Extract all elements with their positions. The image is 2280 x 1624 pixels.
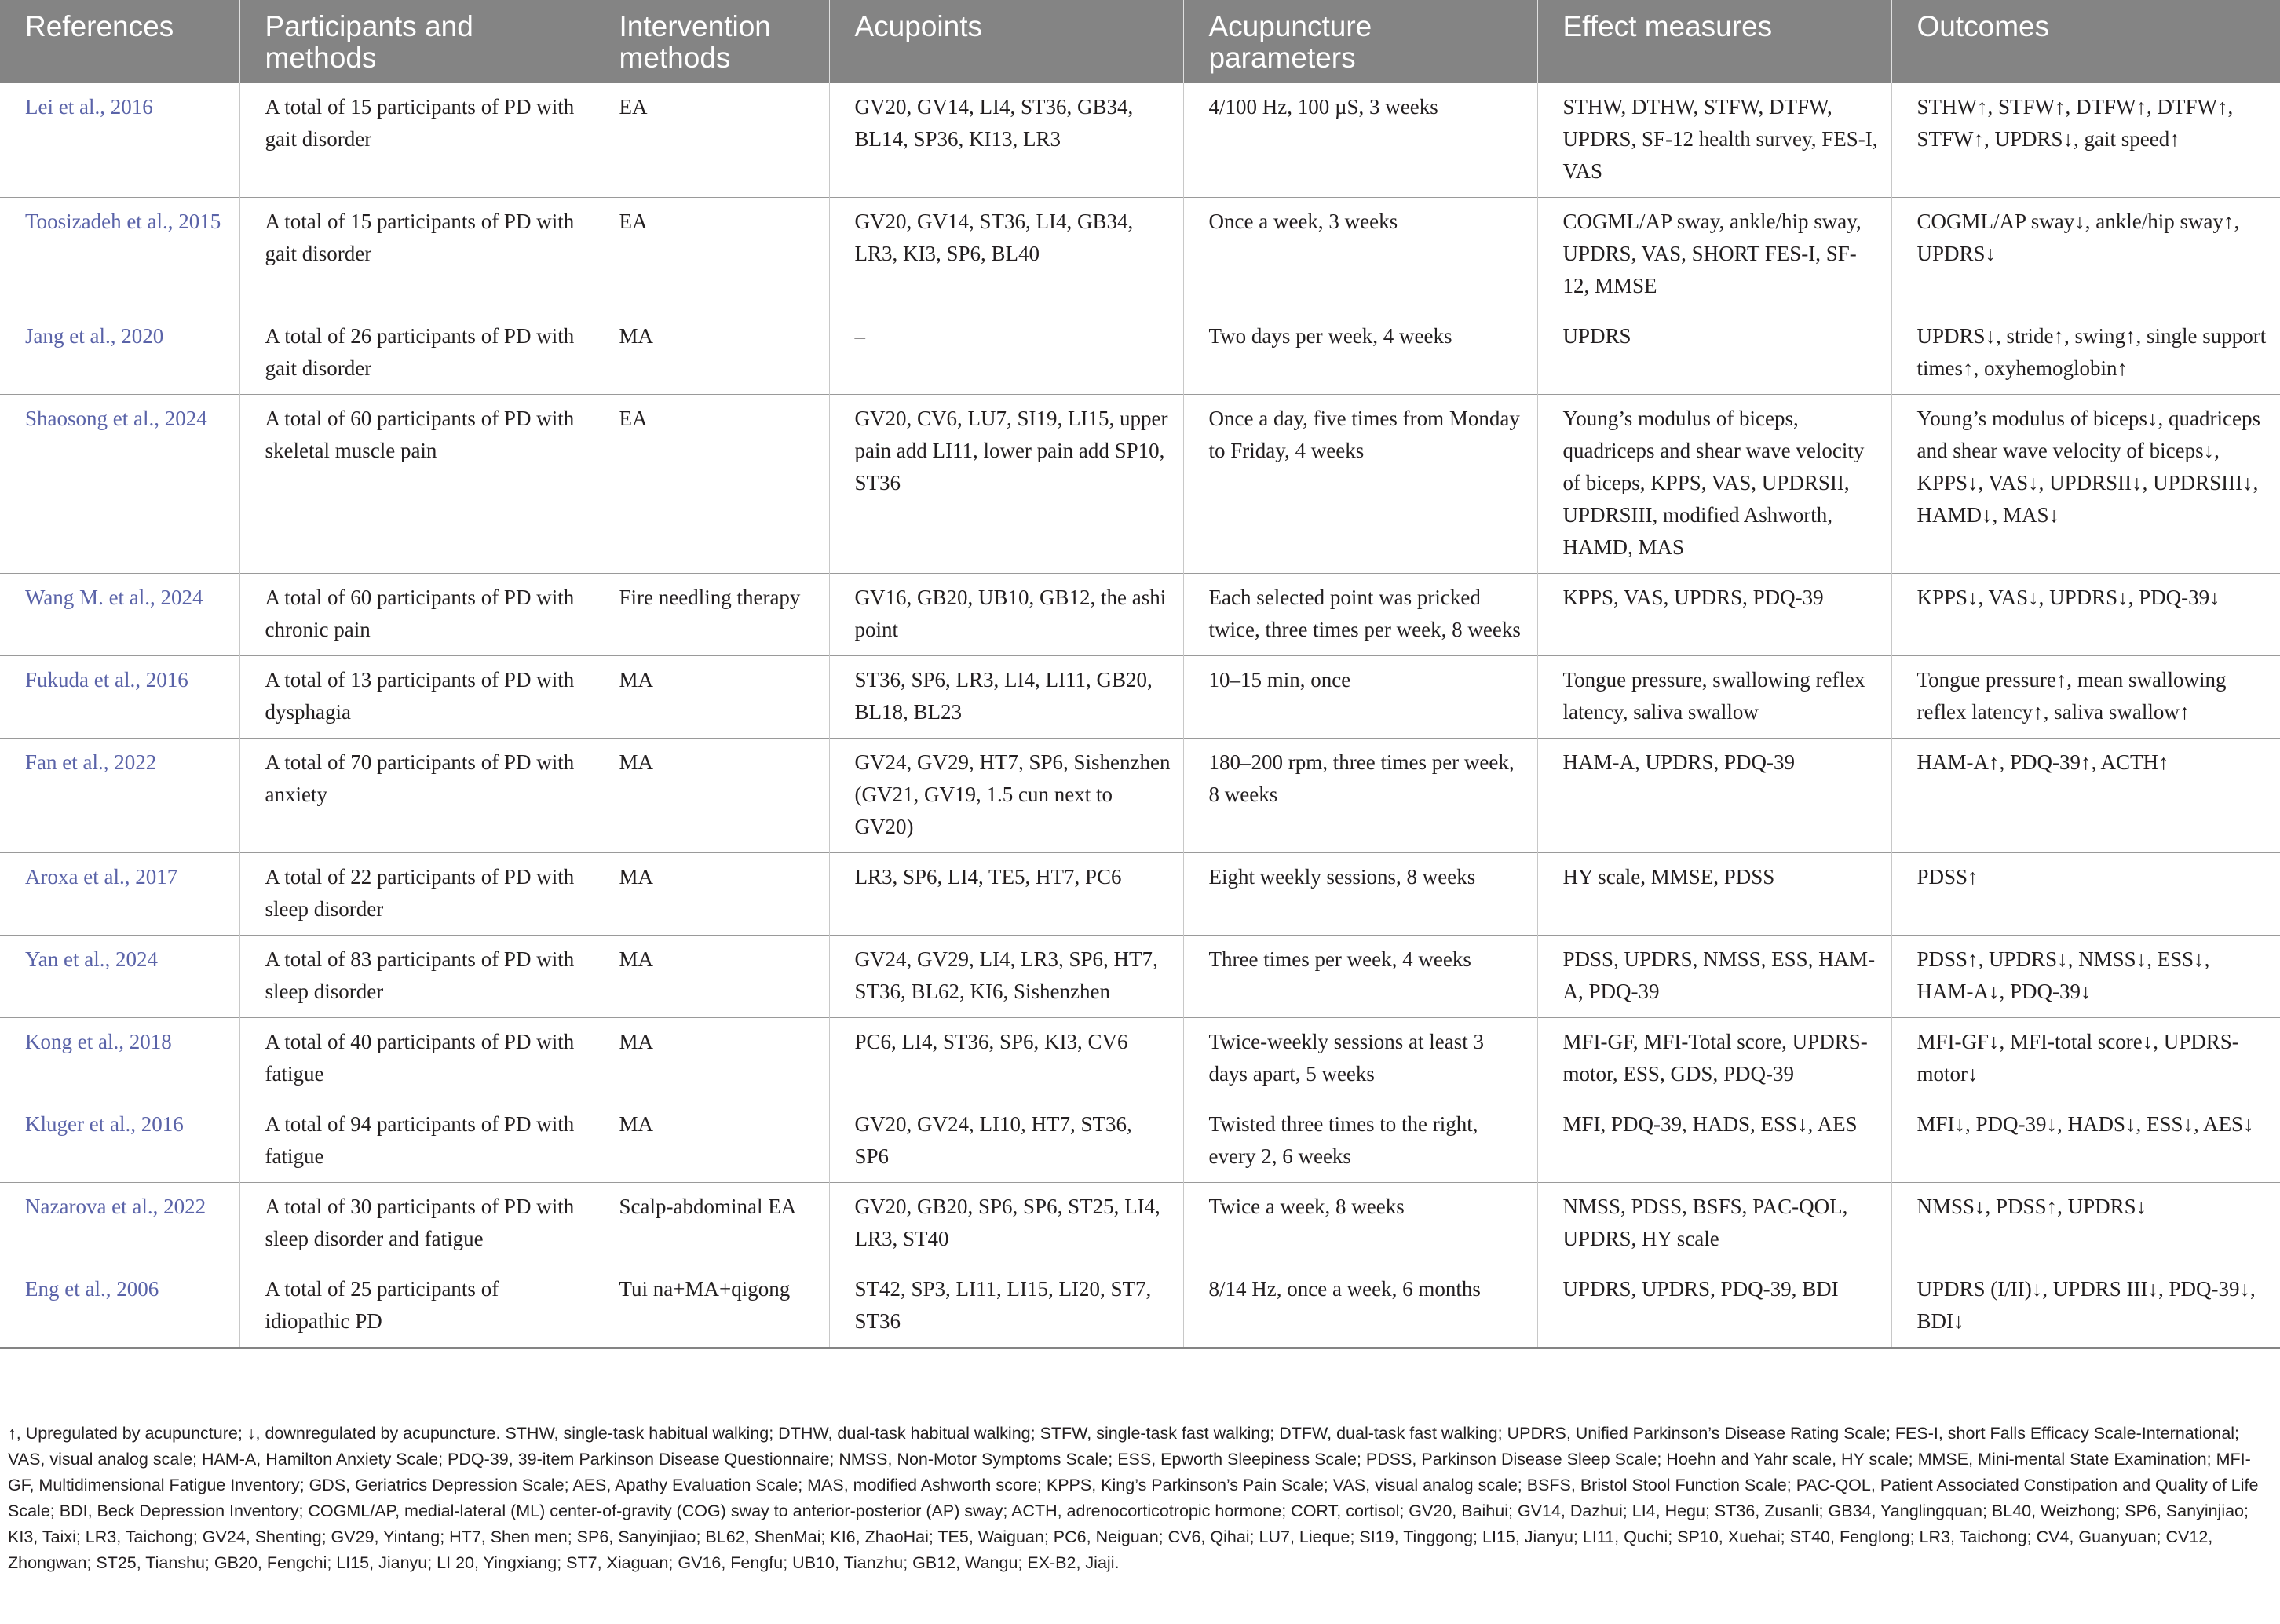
cell-acupoints: GV20, GV14, ST36, LI4, GB34, LR3, KI3, SP6, BL40	[829, 198, 1183, 312]
cell-outcomes: STHW↑, STFW↑, DTFW↑, DTFW↑, STFW↑, UPDRS↓, gait speed↑	[1891, 83, 2280, 198]
reference-link[interactable]: Shaosong et al., 2024	[0, 395, 239, 574]
table-row	[0, 1265, 2280, 1348]
cell-parameters: Once a day, five times from Monday to Friday, 4 weeks	[1183, 395, 1537, 574]
cell-parameters: Three times per week, 4 weeks	[1183, 936, 1537, 1018]
table-row	[0, 853, 2280, 936]
cell-participants: A total of 22 participants of PD with sleep disorder	[239, 853, 594, 936]
cell-measures: Tongue pressure, swallowing reflex latency, saliva swallow	[1537, 656, 1891, 739]
cell-intervention: MA	[594, 739, 829, 853]
table-row	[0, 1183, 2280, 1265]
cell-acupoints: GV20, GV14, LI4, ST36, GB34, BL14, SP36, KI13, LR3	[829, 83, 1183, 198]
cell-outcomes: UPDRS↓, stride↑, swing↑, single support times↑, oxyhemoglobin↑	[1891, 312, 2280, 395]
cell-parameters: Twice-weekly sessions at least 3 days apart, 5 weeks	[1183, 1018, 1537, 1100]
header-intervention: Intervention methods	[594, 0, 829, 83]
cell-outcomes: PDSS↑, UPDRS↓, NMSS↓, ESS↓, HAM-A↓, PDQ-39↓	[1891, 936, 2280, 1018]
cell-measures: MFI-GF, MFI-Total score, UPDRS-motor, ESS, GDS, PDQ-39	[1537, 1018, 1891, 1100]
table-row	[0, 1100, 2280, 1183]
cell-outcomes: MFI↓, PDQ-39↓, HADS↓, ESS↓, AES↓	[1891, 1100, 2280, 1183]
cell-acupoints: GV20, GB20, SP6, SP6, ST25, LI4, LR3, ST40	[829, 1183, 1183, 1265]
cell-parameters: 180–200 rpm, three times per week, 8 weeks	[1183, 739, 1537, 853]
cell-outcomes: UPDRS (I/II)↓, UPDRS III↓, PDQ-39↓, BDI↓	[1891, 1265, 2280, 1348]
header-parameters: Acupuncture parameters	[1183, 0, 1537, 83]
cell-intervention: MA	[594, 1100, 829, 1183]
table-row	[0, 198, 2280, 312]
reference-link[interactable]: Kluger et al., 2016	[0, 1100, 239, 1183]
header-references: References	[0, 0, 239, 83]
cell-intervention: Fire needling therapy	[594, 574, 829, 656]
cell-parameters: Once a week, 3 weeks	[1183, 198, 1537, 312]
cell-acupoints: PC6, LI4, ST36, SP6, KI3, CV6	[829, 1018, 1183, 1100]
cell-intervention: MA	[594, 1018, 829, 1100]
cell-measures: KPPS, VAS, UPDRS, PDQ-39	[1537, 574, 1891, 656]
cell-parameters: Each selected point was pricked twice, three times per week, 8 weeks	[1183, 574, 1537, 656]
cell-intervention: MA	[594, 853, 829, 936]
reference-link[interactable]: Toosizadeh et al., 2015	[0, 198, 239, 312]
reference-link[interactable]: Aroxa et al., 2017	[0, 853, 239, 936]
cell-outcomes: NMSS↓, PDSS↑, UPDRS↓	[1891, 1183, 2280, 1265]
table-row	[0, 83, 2280, 198]
cell-acupoints: GV24, GV29, HT7, SP6, Sishenzhen (GV21, GV19, 1.5 cun next to GV20)	[829, 739, 1183, 853]
reference-link[interactable]: Jang et al., 2020	[0, 312, 239, 395]
reference-link[interactable]: Fukuda et al., 2016	[0, 656, 239, 739]
cell-participants: A total of 26 participants of PD with gait disorder	[239, 312, 594, 395]
cell-acupoints: LR3, SP6, LI4, TE5, HT7, PC6	[829, 853, 1183, 936]
reference-link[interactable]: Kong et al., 2018	[0, 1018, 239, 1100]
cell-acupoints: GV24, GV29, LI4, LR3, SP6, HT7, ST36, BL62, KI6, Sishenzhen	[829, 936, 1183, 1018]
cell-acupoints: ST36, SP6, LR3, LI4, LI11, GB20, BL18, BL23	[829, 656, 1183, 739]
cell-parameters: 4/100 Hz, 100 µS, 3 weeks	[1183, 83, 1537, 198]
table-row	[0, 312, 2280, 395]
cell-measures: NMSS, PDSS, BSFS, PAC-QOL, UPDRS, HY scale	[1537, 1183, 1891, 1265]
cell-participants: A total of 94 participants of PD with fatigue	[239, 1100, 594, 1183]
header-row	[0, 0, 2280, 83]
cell-acupoints: ST42, SP3, LI11, LI15, LI20, ST7, ST36	[829, 1265, 1183, 1348]
table-row	[0, 936, 2280, 1018]
cell-acupoints: GV20, GV24, LI10, HT7, ST36, SP6	[829, 1100, 1183, 1183]
reference-link[interactable]: Wang M. et al., 2024	[0, 574, 239, 656]
cell-outcomes: HAM-A↑, PDQ-39↑, ACTH↑	[1891, 739, 2280, 853]
cell-outcomes: COGML/AP sway↓, ankle/hip sway↑, UPDRS↓	[1891, 198, 2280, 312]
header-outcomes: Outcomes	[1891, 0, 2280, 83]
reference-link[interactable]: Nazarova et al., 2022	[0, 1183, 239, 1265]
cell-acupoints: –	[829, 312, 1183, 395]
cell-measures: PDSS, UPDRS, NMSS, ESS, HAM-A, PDQ-39	[1537, 936, 1891, 1018]
cell-intervention: EA	[594, 395, 829, 574]
cell-participants: A total of 60 participants of PD with skeletal muscle pain	[239, 395, 594, 574]
cell-parameters: Two days per week, 4 weeks	[1183, 312, 1537, 395]
cell-acupoints: GV20, CV6, LU7, SI19, LI15, upper pain add LI11, lower pain add SP10, ST36	[829, 395, 1183, 574]
table-row	[0, 395, 2280, 574]
cell-parameters: Twice a week, 8 weeks	[1183, 1183, 1537, 1265]
reference-link[interactable]: Lei et al., 2016	[25, 95, 153, 119]
cell-participants: A total of 13 participants of PD with dysphagia	[239, 656, 594, 739]
cell-participants: A total of 30 participants of PD with sleep disorder and fatigue	[239, 1183, 594, 1265]
cell-participants: A total of 15 participants of PD with gait disorder	[239, 198, 594, 312]
cell-measures: STHW, DTHW, STFW, DTFW, UPDRS, SF-12 health survey, FES-I, VAS	[1537, 83, 1891, 198]
reference-link[interactable]: Yan et al., 2024	[0, 936, 239, 1018]
table-row	[0, 739, 2280, 853]
cell-participants: A total of 25 participants of idiopathic PD	[239, 1265, 594, 1348]
table-body	[0, 83, 2280, 1348]
cell-outcomes: MFI-GF↓, MFI-total score↓, UPDRS-motor↓	[1891, 1018, 2280, 1100]
cell-intervention: EA	[594, 83, 829, 198]
cell-participants: A total of 15 participants of PD with gait disorder	[239, 83, 594, 198]
cell-parameters: 10–15 min, once	[1183, 656, 1537, 739]
cell-participants: A total of 60 participants of PD with chronic pain	[239, 574, 594, 656]
cell-measures: Young’s modulus of biceps, quadriceps and shear wave velocity of biceps, KPPS, VAS, UPDRSII, UPDRSIII, modified Ashworth, HAMD, MAS	[1537, 395, 1891, 574]
table-header	[0, 0, 2280, 83]
cell-participants: A total of 83 participants of PD with sleep disorder	[239, 936, 594, 1018]
cell-acupoints: GV16, GB20, UB10, GB12, the ashi point	[829, 574, 1183, 656]
table-row	[0, 656, 2280, 739]
cell-intervention: MA	[594, 312, 829, 395]
cell-measures: UPDRS, UPDRS, PDQ-39, BDI	[1537, 1265, 1891, 1348]
cell-measures: COGML/AP sway, ankle/hip sway, UPDRS, VAS, SHORT FES-I, SF-12, MMSE	[1537, 198, 1891, 312]
cell-outcomes: Tongue pressure↑, mean swallowing reflex latency↑, saliva swallow↑	[1891, 656, 2280, 739]
cell-intervention: MA	[594, 936, 829, 1018]
header-measures: Effect measures	[1537, 0, 1891, 83]
table-footnote: ↑, Upregulated by acupuncture; ↓, downregulated by acupuncture. STHW, single-task habitual walking; DTHW, dual-task habitual walking; STFW, single-task fast walking; DTFW, dual-task fast walking; UPDRS, Unified Parkinson’s Disease Rating Scale; FES-I, short Falls Efficacy Scale-International; VAS, visual analog scale; HAM-A, Hamilton Anxiety Scale; PDQ-39, 39-item Parkinson Disease Questionnaire; NMSS, Non-Motor Symptoms Scale; ESS, Epworth Sleepiness Scale; PDSS, Parkinson Disease Sleep Scale; Hoehn and Yahr scale, HY scale; MMSE, Mini-mental State Examination; MFI-GF, Multidimensional Fatigue Inventory; GDS, Geriatrics Depression Scale; AES, Apathy Evaluation Scale; MAS, modified Ashworth score; KPPS, King’s Parkinson’s Pain Scale; VAS, visual analog scale; BSFS, Bristol Stool Function Scale; PAC-QOL, Patient Associated Constipation and Quality of Life Scale; BDI, Beck Depression Inventory; COGML/AP, medial-lateral (ML) center-of-gravity (COG) sway to anterior-posterior (AP) sway; ACTH, adrenocorticotropic hormone; CORT, cortisol; GV20, Baihui; GV14, Dazhui; LI4, Hegu; ST36, Zusanli; GB34, Yanglingquan; BL40, Weizhong; SP6, Sanyinjiao; KI3, Taixi; LR3, Taichong; GV24, Shenting; GV29, Yintang; HT7, Shen men; SP6, Sanyinjiao; BL62, ShenMai; KI6, ZhaoHai; TE5, Waiguan; PC6, Neiguan; CV6, Qihai; LU7, Lieque; SI19, Tinggong; LI15, Jianyu; LI11, Quchi; SP10, Xuehai; ST40, Fenglong; LR3, Taichong; CV4, Guanyuan; CV12, Zhongwan; ST25, Tianshu; GB20, Fengchi; LI15, Jianyu; LI 20, Yingxiang; ST7, Xiaguan; GV16, Fengfu; UB10, Tianzhu; GB12, Wangu; EX-B2, Jiaji.	[8, 1423, 2259, 1572]
cell-intervention: EA	[594, 198, 829, 312]
cell-measures: UPDRS	[1537, 312, 1891, 395]
cell-participants: A total of 70 participants of PD with anxiety	[239, 739, 594, 853]
cell-parameters: Eight weekly sessions, 8 weeks	[1183, 853, 1537, 936]
cell-intervention: MA	[594, 656, 829, 739]
cell-outcomes: Young’s modulus of biceps↓, quadriceps and shear wave velocity of biceps↓, KPPS↓, VAS↓, UPDRSII↓, UPDRSIII↓, HAMD↓, MAS↓	[1891, 395, 2280, 574]
header-acupoints: Acupoints	[829, 0, 1183, 83]
reference-link[interactable]: Eng et al., 2006	[0, 1265, 239, 1348]
cell-parameters: 8/14 Hz, once a week, 6 months	[1183, 1265, 1537, 1348]
reference-link[interactable]: Fan et al., 2022	[0, 739, 239, 853]
table-row	[0, 574, 2280, 656]
cell-outcomes: PDSS↑	[1891, 853, 2280, 936]
cell-intervention: Scalp-abdominal EA	[594, 1183, 829, 1265]
cell-measures: MFI, PDQ-39, HADS, ESS↓, AES	[1537, 1100, 1891, 1183]
cell-measures: HAM-A, UPDRS, PDQ-39	[1537, 739, 1891, 853]
table-row	[0, 1018, 2280, 1100]
cell-intervention: Tui na+MA+qigong	[594, 1265, 829, 1348]
cell-parameters: Twisted three times to the right, every 2, 6 weeks	[1183, 1100, 1537, 1183]
cell-participants: A total of 40 participants of PD with fatigue	[239, 1018, 594, 1100]
cell-measures: HY scale, MMSE, PDSS	[1537, 853, 1891, 936]
header-participants: Participants and methods	[239, 0, 594, 83]
cell-outcomes: KPPS↓, VAS↓, UPDRS↓, PDQ-39↓	[1891, 574, 2280, 656]
